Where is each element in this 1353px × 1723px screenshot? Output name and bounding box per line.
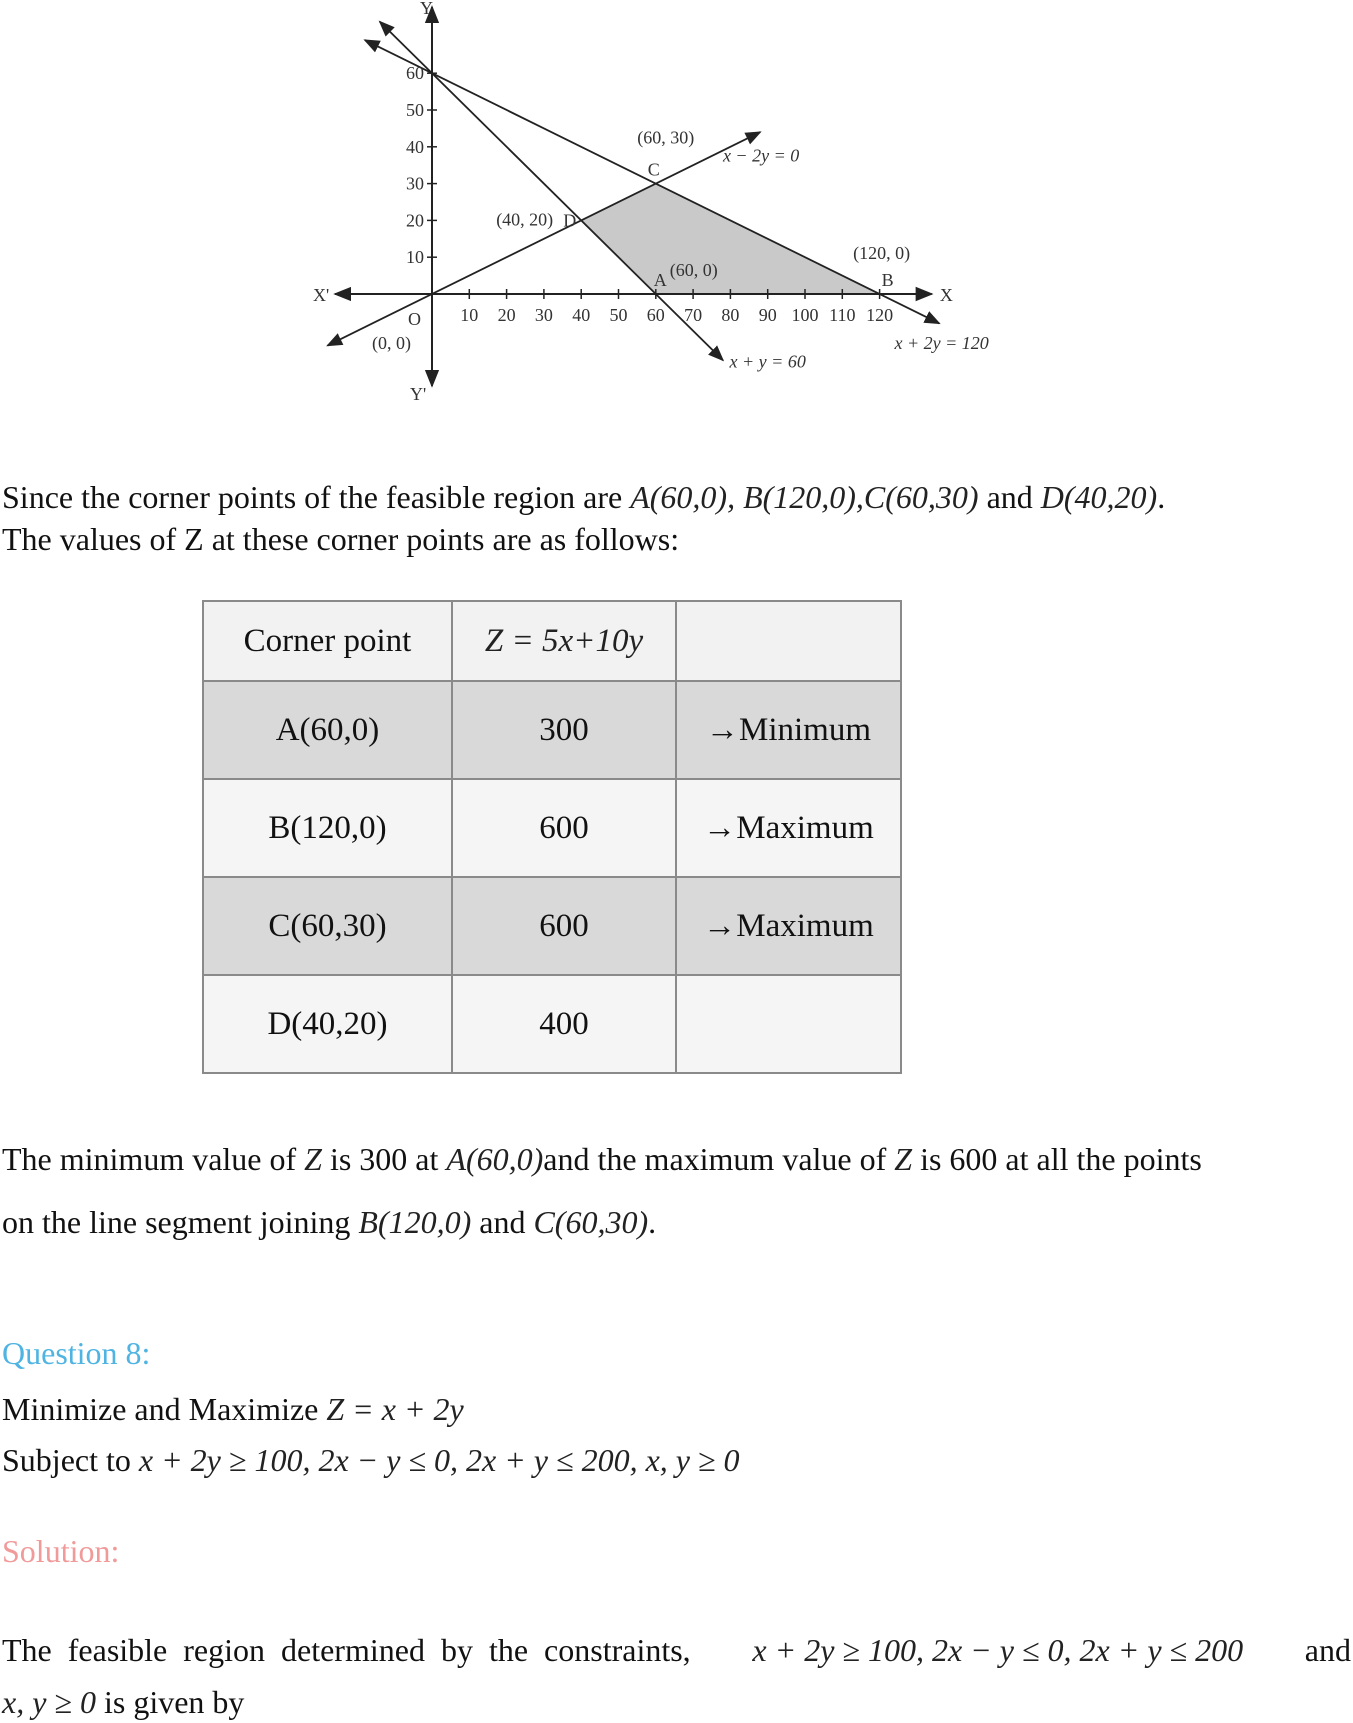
- cell-note: [676, 975, 901, 1073]
- header-corner-point: Corner point: [203, 601, 452, 681]
- text: and: [1304, 1632, 1351, 1668]
- x-tick-label: 110: [829, 305, 856, 325]
- line-label-x-minus-2y: x − 2y = 0: [722, 145, 800, 166]
- point-c-coord: (60, 30): [637, 127, 695, 148]
- header-z: Z = 5x+10y: [452, 601, 676, 681]
- math: x + 2y ≥ 100, 2x − y ≤ 0, 2x + y ≤ 200, x, y ≥ 0: [138, 1442, 740, 1478]
- solution-line1: [2, 1629, 1351, 1671]
- cell-point: A(60,0): [203, 681, 452, 779]
- feasible-region: [581, 184, 879, 294]
- cell-z: 300: [452, 681, 676, 779]
- cell-z: 600: [452, 779, 676, 877]
- y-tick-label: 50: [406, 100, 424, 120]
- question-objective: [2, 1388, 464, 1430]
- cell-note: →Maximum: [676, 779, 901, 877]
- corner-point-table: [202, 600, 902, 1074]
- question-constraints: [2, 1439, 740, 1481]
- y-tick-label: 30: [406, 173, 424, 194]
- text: The feasible region determined by the constraints,: [2, 1632, 691, 1668]
- x-tick-label: 50: [609, 305, 628, 325]
- math: B(120,0): [358, 1204, 472, 1240]
- origin-coord-label: (0, 0): [372, 333, 411, 353]
- y-neg-axis-label: Y': [410, 384, 427, 404]
- math: A(60,0): [446, 1141, 544, 1177]
- solution-heading: Solution:: [2, 1533, 120, 1569]
- feasible-region-graph: [0, 0, 1353, 410]
- origin-label: O: [408, 309, 421, 329]
- math-point-d: D(40,20): [1040, 479, 1158, 515]
- x-tick-label: 60: [646, 305, 665, 325]
- table-row: [203, 877, 901, 975]
- y-tick-label: 10: [406, 247, 424, 268]
- point-b-label: B: [881, 270, 894, 290]
- math: x + 2y ≥ 100, 2x − y ≤ 0, 2x + y ≤ 200: [752, 1632, 1244, 1668]
- x-tick-label: 80: [721, 305, 740, 325]
- text: on the line segment joining: [2, 1204, 359, 1240]
- text: Minimize and Maximize: [2, 1391, 327, 1427]
- math: C(60,30): [533, 1204, 649, 1240]
- point-a-label: A: [653, 270, 667, 290]
- text: The minimum value of: [2, 1141, 305, 1177]
- cell-note: →Minimum: [676, 681, 901, 779]
- text: Subject to: [2, 1442, 139, 1478]
- x-tick-label: 30: [534, 305, 553, 325]
- math-corner-points: A(60,0), B(120,0),C(60,30): [630, 479, 979, 515]
- x-neg-axis-label: X': [313, 285, 330, 305]
- point-b-coord: (120, 0): [853, 243, 911, 263]
- cell-note: →Maximum: [676, 877, 901, 975]
- point-d-label: D: [563, 210, 577, 231]
- y-tick-label: 60: [406, 63, 424, 84]
- table-row: [203, 975, 901, 1073]
- point-a-coord: (60, 0): [669, 260, 718, 280]
- text: .: [1157, 479, 1166, 515]
- x-tick-label: 70: [684, 305, 703, 325]
- text: .: [648, 1204, 657, 1240]
- cell-z: 400: [452, 975, 676, 1073]
- text: is given by: [95, 1684, 245, 1720]
- corner-points-sentence: [2, 476, 1165, 518]
- text: Since the corner points of the feasible region are: [2, 479, 631, 515]
- line-label-x-plus-2y: x + 2y = 120: [894, 333, 989, 354]
- math: Z: [304, 1141, 322, 1177]
- question-heading: Question 8:: [2, 1335, 151, 1371]
- x-tick-label: 20: [497, 305, 516, 325]
- table-header-row: [203, 601, 901, 681]
- math: Z: [894, 1141, 913, 1177]
- y-tick-label: 40: [406, 136, 424, 157]
- y-axis-label: Y: [420, 0, 433, 18]
- cell-z: 600: [452, 877, 676, 975]
- line-label-x-plus-y: x + y = 60: [729, 351, 806, 372]
- point-c-label: C: [647, 159, 660, 180]
- math: x, y ≥ 0: [2, 1684, 96, 1720]
- y-tick-label: 20: [406, 210, 424, 231]
- min-max-conclusion-line2: [2, 1201, 656, 1243]
- table-row: [203, 779, 901, 877]
- cell-point: B(120,0): [203, 779, 452, 877]
- text: and the maximum value of: [543, 1141, 895, 1177]
- cell-point: D(40,20): [203, 975, 452, 1073]
- x-tick-label: 10: [460, 305, 479, 325]
- x-tick-label: 100: [791, 305, 819, 325]
- x-tick-label: 90: [758, 305, 777, 325]
- header-empty: [676, 601, 901, 681]
- text: is 600 at all the points: [912, 1141, 1202, 1177]
- x-axis-label: X: [939, 285, 953, 305]
- cell-point: C(60,30): [203, 877, 452, 975]
- min-max-conclusion-line1: [2, 1138, 1202, 1180]
- math: Z = x + 2y: [326, 1391, 464, 1427]
- point-d-coord: (40, 20): [496, 209, 554, 230]
- solution-line2: [2, 1681, 244, 1723]
- x-tick-label: 120: [866, 305, 894, 325]
- x-tick-label: 40: [572, 305, 591, 325]
- text: is 300 at: [321, 1141, 447, 1177]
- text: and: [978, 479, 1041, 515]
- values-intro: The values of Z at these corner points are as follows:: [2, 521, 680, 557]
- text: and: [471, 1204, 534, 1240]
- table-row: [203, 681, 901, 779]
